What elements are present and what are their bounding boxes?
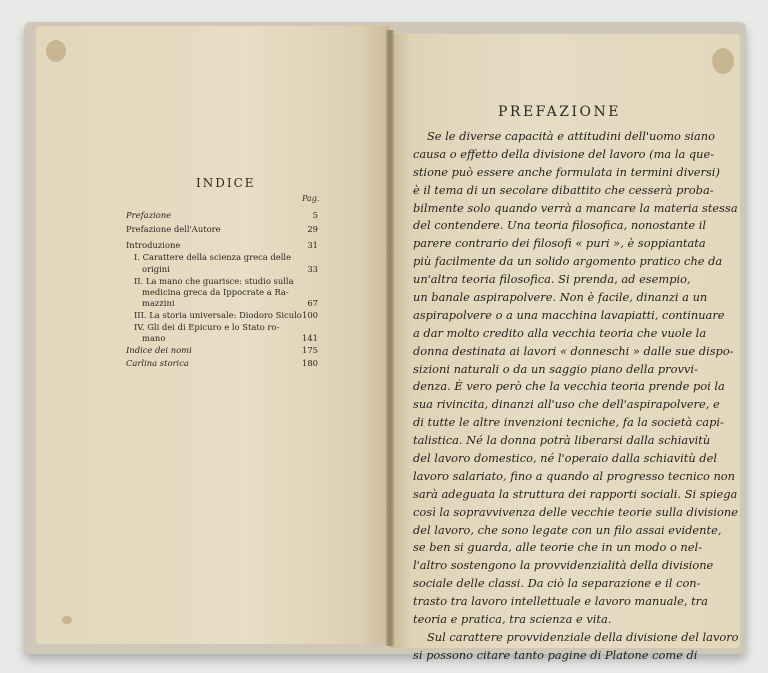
toc-entry-title: IV. Gli dei di Epicuro e lo Stato ro- — [134, 322, 280, 332]
toc-entry-title: III. La storia universale: Diodoro Siculo — [134, 310, 302, 320]
page-column-label: Pag. — [302, 194, 320, 203]
index-title: INDICE — [196, 176, 256, 190]
text-line: sociale delle classi. Da ciò la separazione e il con- — [413, 576, 701, 591]
book-spine — [386, 30, 394, 646]
toc-entry-title: Carlina storica — [126, 358, 189, 368]
text-line: aspirapolvere o a una macchina lavapiatti, continuare — [413, 307, 725, 322]
text-line: più facilmente da un solido argomento pratico che da — [413, 254, 723, 269]
text-line: denza. È vero però che la vecchia teoria prende poi la — [413, 379, 725, 394]
text-line: un'altra teoria filosofica. Si prenda, ad esempio, — [413, 272, 691, 287]
text-line: di tutte le altre invenzioni tecniche, fa la società capi- — [413, 415, 724, 430]
text-line: Se le diverse capacità e attitudini dell'uomo siano — [427, 129, 715, 143]
text-line: donna destinata ai lavori « donneschi » dalle sue dispo- — [413, 343, 734, 358]
text-line: sizioni naturali o da un saggio piano della provvi- — [413, 361, 698, 376]
toc-entry-title: Prefazione — [126, 210, 172, 220]
text-line: è il tema di un secolare dibattito che cesserà proba- — [413, 182, 714, 197]
toc-entry-page: 100 — [302, 310, 318, 320]
text-line: lavoro salariato, fino a quando al progresso tecnico non — [413, 468, 735, 483]
text-line: talistica. Né la donna potrà liberarsi dalla schiavitù — [413, 433, 711, 448]
text-line: bilmente solo quando verrà a mancare la materia stessa — [413, 200, 738, 215]
text-line: Sul carattere provvidenziale della divisione del lavoro — [427, 629, 739, 644]
preface-title: PREFAZIONE — [498, 104, 621, 120]
page-stain — [62, 616, 72, 624]
toc-entry-title: Introduzione — [126, 240, 181, 250]
text-line: se ben si guarda, alle teorie che in un modo o nel- — [413, 540, 703, 555]
text-line: del lavoro, che sono legate con un filo assai evidente, — [413, 522, 722, 537]
text-line: si possono citare tanto pagine di Platone come di — [413, 647, 698, 662]
text-line: sua rivincita, dinanzi all'uso che dell'aspirapolvere, e — [413, 397, 720, 412]
text-line: teoria e pratica, tra scienza e vita. — [413, 612, 612, 627]
toc-entry-title: Prefazione dell'Autore — [126, 224, 221, 234]
toc-entry-page: 141 — [302, 333, 318, 343]
page-stain — [712, 48, 734, 74]
toc-entry-continuation: mazzini — [142, 298, 175, 308]
toc-entry-page: 67 — [307, 298, 318, 308]
text-line: così la sopravvivenza delle vecchie teorie sulla divisione — [413, 504, 738, 519]
text-line: del contendere. Una teoria filosofica, nonostante il — [413, 218, 706, 233]
toc-entry-page: 180 — [302, 358, 318, 368]
text-line: l'altro sostengono la provvidenzialità della divisione — [413, 558, 714, 573]
toc-entry-title: I. Carattere della scienza greca delle — [134, 252, 292, 262]
text-line: stione può essere anche formulata in termini diversi) — [413, 164, 720, 179]
text-line: del lavoro domestico, né l'operaio dalla schiavitù del — [413, 451, 717, 466]
text-line: sarà adeguata la struttura dei rapporti sociali. Si spiega — [413, 486, 738, 501]
left-page — [36, 26, 390, 644]
text-line: un banale aspirapolvere. Non è facile, dinanzi a un — [413, 290, 708, 305]
text-line: parere contrario dei filosofi « puri », è soppiantata — [413, 236, 706, 251]
toc-entry-continuation: mano — [142, 333, 166, 343]
toc-entry-page: 175 — [302, 345, 318, 355]
toc-entry-page: 31 — [307, 240, 318, 250]
toc-entry-title: II. La mano che guarisce: studio sulla — [134, 276, 294, 286]
preface-body — [413, 128, 739, 665]
toc-entry-continuation: medicina greca da Ippocrate a Ra- — [142, 287, 289, 297]
toc-entry-title: Indice dei nomi — [126, 345, 192, 355]
toc-entry-page: 33 — [307, 264, 318, 274]
text-line: causa o effetto della divisione del lavoro (ma la que- — [413, 146, 715, 161]
toc-entry-page: 5 — [312, 210, 318, 220]
page-stain — [46, 40, 66, 62]
text-line: trasto tra lavoro intellettuale e lavoro manuale, tra — [413, 594, 708, 609]
toc-entry-continuation: origini — [142, 264, 170, 274]
toc-entry-page: 29 — [307, 224, 318, 234]
text-line: a dar molto credito alla vecchia teoria che vuole la — [413, 325, 707, 340]
